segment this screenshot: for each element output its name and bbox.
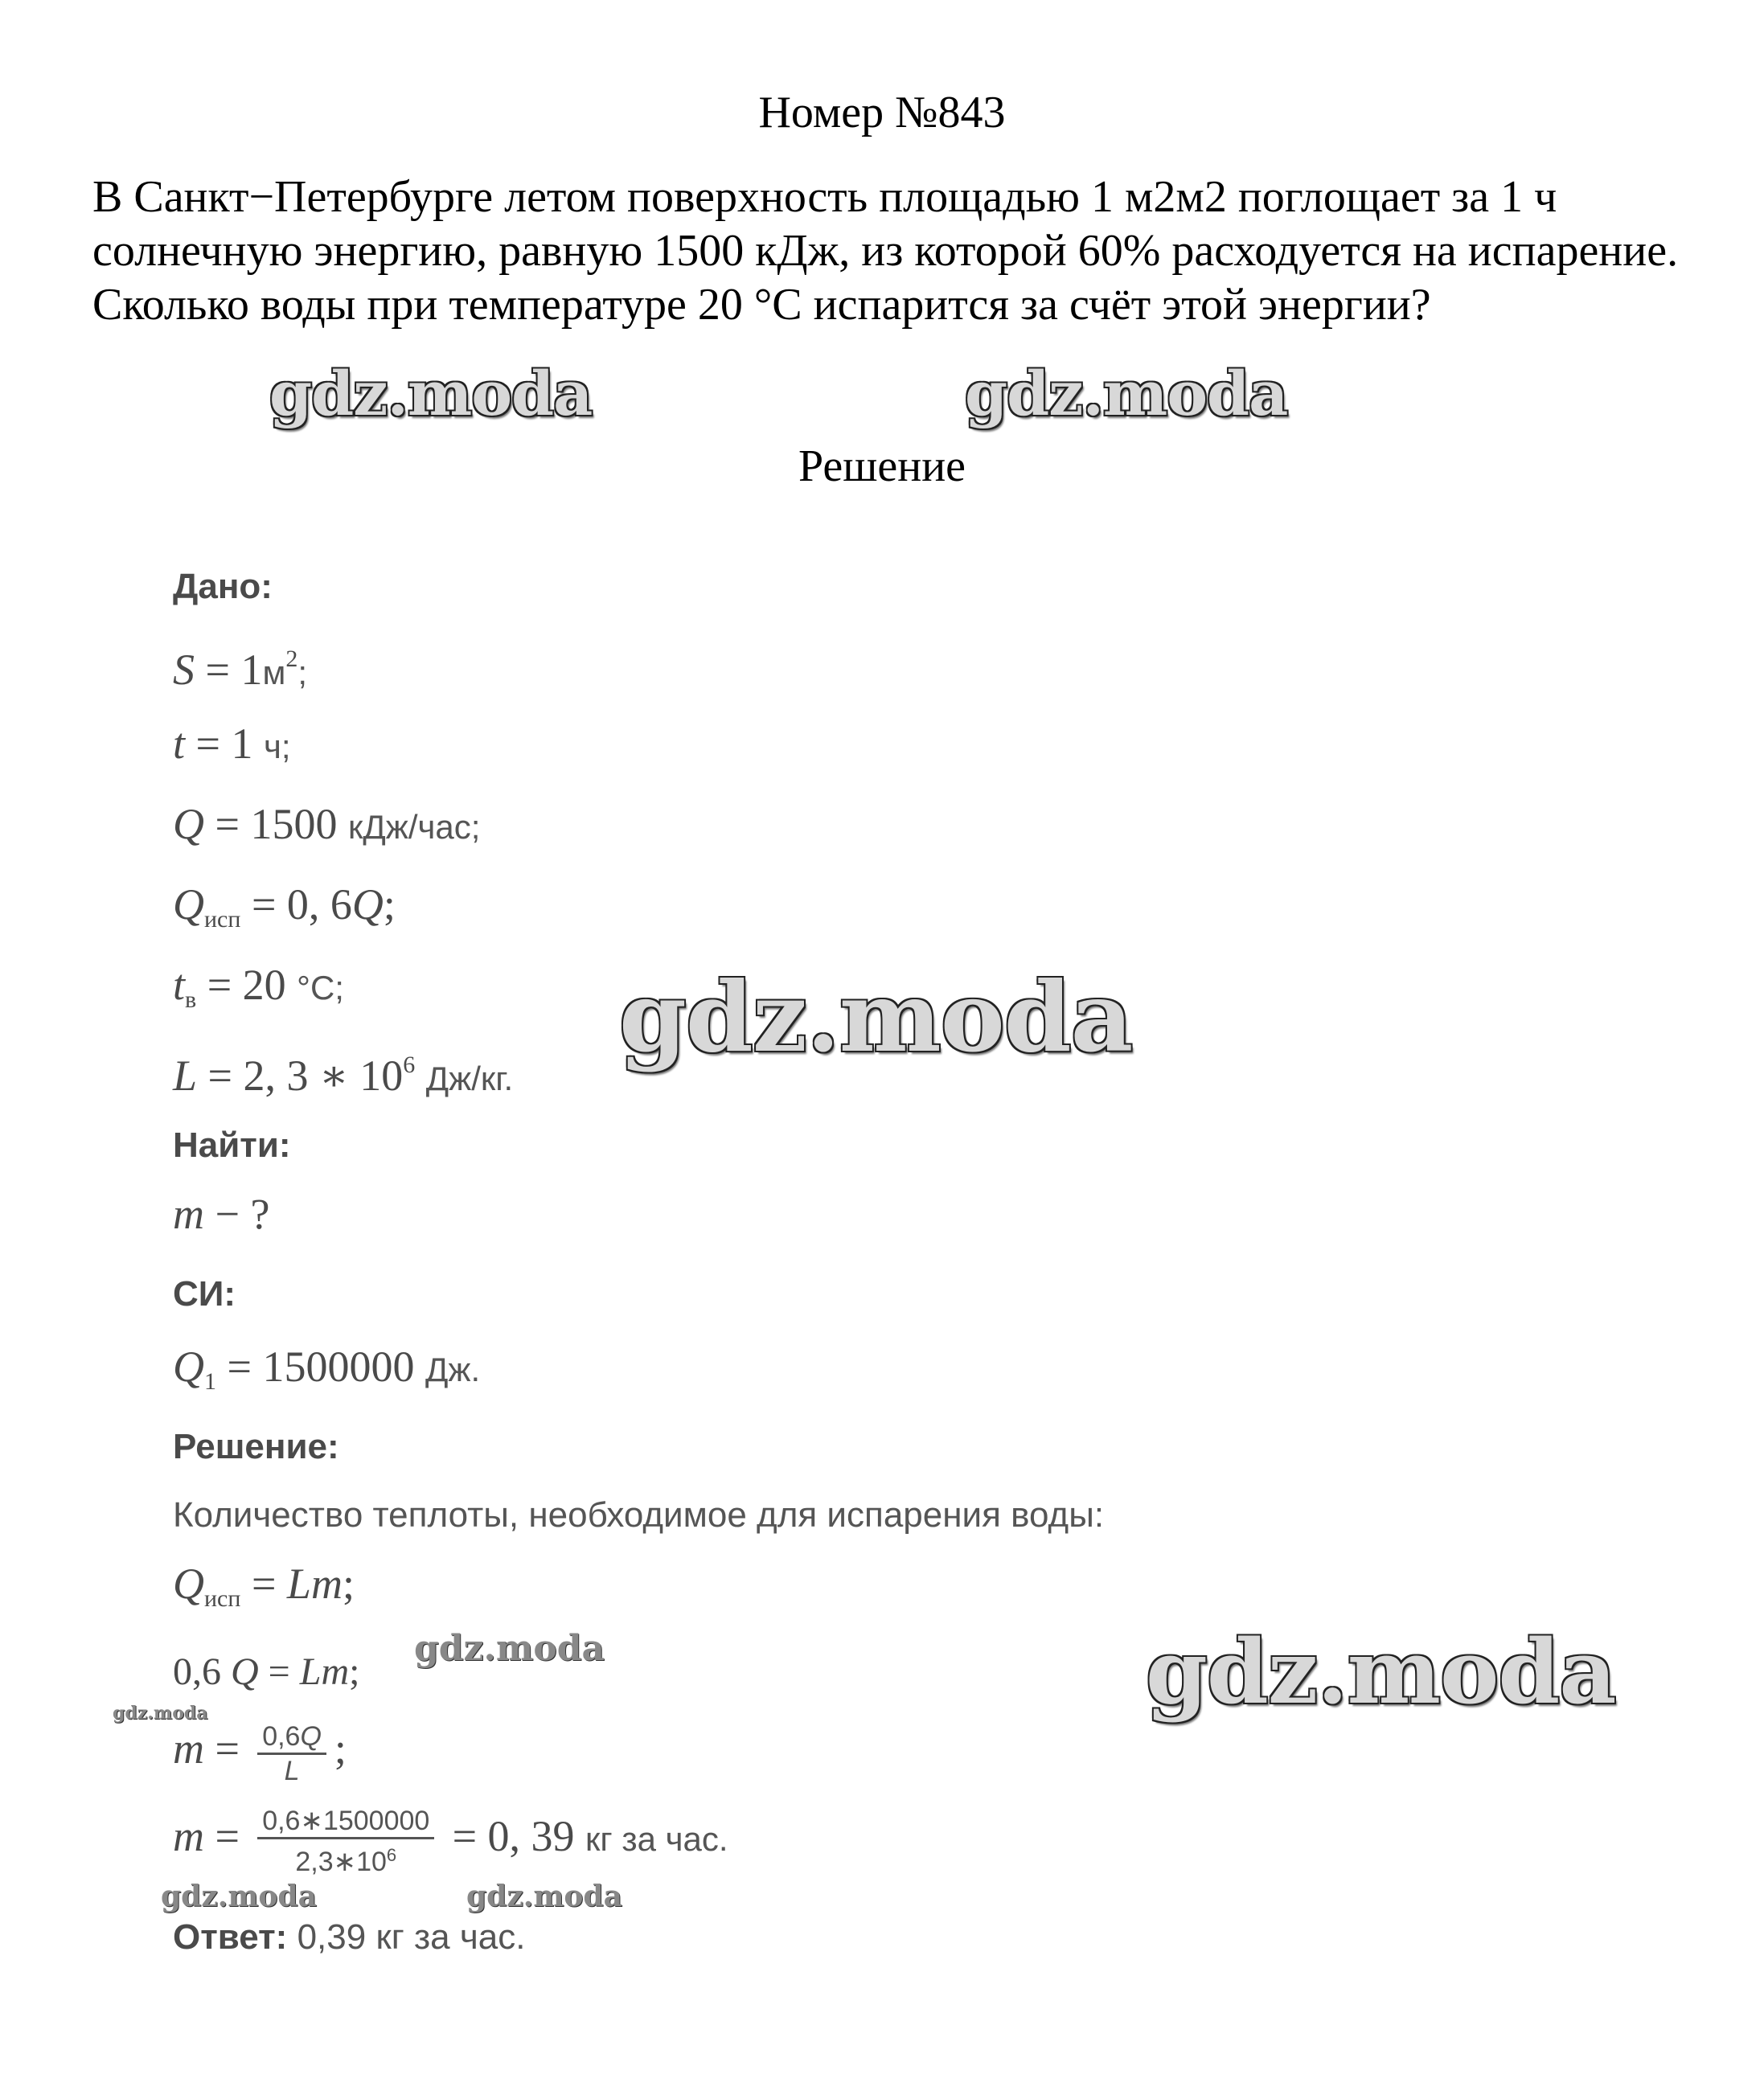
watermark-right: gdz.moda bbox=[1146, 1620, 1616, 1724]
problem-statement: В Санкт−Петербурге летом поверхность площадью 1 м2м2 поглощает за 1 ч солнечную энергию, равную 1500 кДж, из которой 60% расходуется на испарение. Сколько воды при температуре 20 °C испарится за счёт этой энергии? bbox=[92, 172, 1679, 330]
watermark-top-right: gdz.moda bbox=[965, 358, 1288, 429]
watermark-small-bottom-middle: gdz.moda bbox=[466, 1880, 622, 1913]
given-latent-heat: L = 2, 3 ∗ $10^6$ Дж/кг. bbox=[173, 1052, 514, 1100]
solution-label: Решение: bbox=[173, 1427, 339, 1466]
formula-substituted: 0,6 Q = Lm; bbox=[173, 1650, 360, 1693]
watermark-small-middle: gdz.moda bbox=[414, 1628, 605, 1669]
find-mass: m − ? bbox=[173, 1190, 270, 1238]
watermark-center: gdz.moda bbox=[619, 961, 1133, 1074]
solution-heading: Решение bbox=[798, 441, 966, 491]
answer: Ответ: 0,39 кг за час. bbox=[173, 1917, 526, 1957]
heat-description: Количество теплоты, необходимое для испарения воды: bbox=[173, 1495, 1105, 1535]
given-water-temperature: $t_в = 20$ °С; bbox=[173, 961, 344, 1013]
formula-mass: m = $\frac{0,6Q}{L}$ ; bbox=[173, 1721, 347, 1786]
si-label: СИ: bbox=[173, 1274, 236, 1314]
given-time: t = 1 ч; bbox=[173, 720, 291, 768]
page-title: Номер №843 bbox=[758, 88, 1006, 137]
given-evaporation-heat: $Q_{исп} = 0$, 6Q; bbox=[173, 880, 396, 933]
watermark-tiny-left: gdz.moda bbox=[113, 1703, 208, 1724]
given-label: Дано: bbox=[173, 567, 273, 606]
formula-evaporation: $Q_{исп} = Lm$; bbox=[173, 1560, 355, 1612]
given-area: $S = 1м^2$; bbox=[173, 646, 308, 694]
formula-mass-result: m = $\frac{0,6∗1500000}{2,3∗10^6}$ = 0, 39 кг за час. bbox=[173, 1806, 728, 1877]
watermark-top-left: gdz.moda bbox=[269, 358, 593, 429]
watermark-small-bottom-left: gdz.moda bbox=[161, 1880, 317, 1913]
si-heat: $Q_1 = 1500000$ Дж. bbox=[173, 1343, 481, 1395]
given-heat: Q = 1500 кДж/час; bbox=[173, 800, 481, 848]
find-label: Найти: bbox=[173, 1125, 291, 1165]
